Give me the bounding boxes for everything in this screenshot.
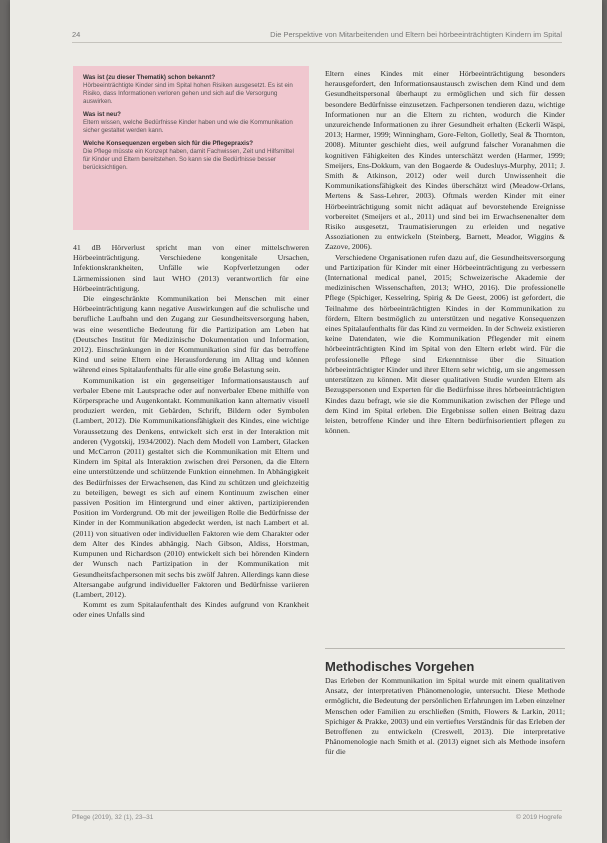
- box-answer: Die Pflege müsste ein Konzept haben, damit Fachwissen, Zeit und Hilfsmittel für Kinder und Eltern bereitstehen. So kann sie die Bedürfnisse besser berücksichtigen.: [83, 148, 294, 171]
- running-header: [72, 30, 562, 43]
- section-heading: Methodisches Vorgehen: [325, 648, 565, 674]
- right-column-methods: [325, 676, 565, 758]
- footer-copyright: © 2019 Hogrefe: [516, 814, 562, 821]
- page-number: 24: [72, 30, 81, 39]
- paragraph: Die eingeschränkte Kommunikation bei Menschen mit einer Hörbeeinträchtigung kann negative Auswirkungen auf die schulische und berufliche Laufbahn und den Zugang zur Gesundheitsversorgung haben, was eine wesentliche Bedeutung für die Partizipation am Leben hat (Deutsches Institut für Medizinische Dokumentation und Information, 2012). Einschränkungen in der Kommunikation sind für das betroffene Kind und seine Eltern eine Herausforderung im Alltag und können während eines Spitalaufenthalts für alle eine große Belastung sein.: [73, 294, 309, 375]
- document-page: [10, 0, 602, 843]
- paragraph: Eltern eines Kindes mit einer Hörbeeinträchtigung besonders herausgefordert, den Informationsaustausch zwischen dem Kind und dem Gesundheitspersonal überhaupt zu ermöglichen und sich für dessen besondere Bedürfnisse einzusetzen. Fachpersonen tendieren dazu, wichtige Informationen nur an die Eltern zu richten, wodurch die Kinder unzureichende Informationen zu ihrer Gesundheit erhalten (Eckerli Wäspi, 2013; Harmer, 1999; Winningham, Gore-Felton, Golletly, Seal & Thornton, 2008). Mitunter geschieht dies, weil aufgrund falscher Voranahmen die kognitiven Fähigkeiten des Kindes unterschätzt werden (Harmer, 1999; Smeijers, Ens-Dokkum, van den Bogaerde & Oudesluys-Murphy, 2011; J. Smith & Atkinson, 2012) oder weil durch Unwissenheit die Kommunikationsfähigkeit des Kindes überschätzt wird (Meadow-Orlans, Mertens & Sass-Lehrer, 2003). Oftmals werden Kinder mit einer Hörbeeinträchtigung somit nicht adäquat auf bevorstehende Ereignisse vorbereitet (Smeijers et al., 2011) und sind bei im Erwachsenenalter dem Risiko ausgesetzt, Traumatisierungen zu erleiden und negative Assoziationen zu entwickeln (Steinberg, Barnett, Meador, Wiggins & Zazove, 2006).: [325, 69, 565, 252]
- left-column: [73, 243, 309, 621]
- box-question: Welche Konsequenzen ergeben sich für die Pflegepraxis?: [83, 140, 254, 147]
- box-answer: Eltern wissen, welche Bedürfnisse Kinder haben und wie die Kommunikation sicher gestaltet werden kann.: [83, 119, 293, 134]
- paragraph: Das Erleben der Kommunikation im Spital wurde mit einem qualitativen Ansatz, der interpretativen Phänomenologie, untersucht. Diese Methode ermöglicht, die Bedeutung der persönlichen Erfahrungen im Leben einzelner Menschen oder Familien zu erschließen (Smith, Flowers & Larkin, 2011; Spichiger & Prakke, 2003) und ein vertieftes Verständnis für das Erleben der Betroffenen zu entwickeln (Creswell, 2013). Die interpretative Phänomenologie nach Smith et al. (2013) eignet sich als Methode insofern für die: [325, 676, 565, 757]
- key-points-box: [73, 66, 309, 230]
- right-column: [325, 69, 565, 436]
- box-question: Was ist (zu dieser Thematik) schon bekannt?: [83, 74, 216, 81]
- paragraph: 41 dB Hörverlust spricht man von einer mittelschweren Hörbeeinträchtigung. Verschiedene kongenitale Ursachen, Infektionskrankheiten, Unfälle wie Kopfverletzungen oder Lärmemissionen sind laut WHO (2013) verantwortlich für eine Hörbeeinträchtigung.: [73, 243, 309, 293]
- box-answer: Hörbeeinträchtigte Kinder sind im Spital hohen Risiken ausgesetzt. Es ist ein Risiko, dass Informationen verloren gehen und sich auf die Versorgung auswirken.: [83, 82, 293, 105]
- box-question: Was ist neu?: [83, 111, 121, 118]
- footer-citation: Pflege (2019), 32 (1), 23–31: [72, 814, 154, 821]
- paragraph: Kommunikation ist ein gegenseitiger Informationsaustausch auf verbaler Ebene mit Lautsprache oder auf nonverbaler Ebene mithilfe von Körpersprache und Augenkontakt. Kommunikation kann alternativ visuell produziert werden, mit Gebärden, Schrift, Bildern oder Symbolen (Lambert, 2012). Die Kommunikationsfähigkeit des Kindes, eine wichtige Voraussetzung des Denkens, entwickelt sich erst in der Interaktion mit anderen (Vygotskij, 1934/2002). Nach dem Modell von Lambert, Glacken und McCarron (2011) gestaltet sich die Kommunikation mit Eltern und Kindern im Spital als Interaktion zwischen drei Personen, da die Eltern eine unterstützende und schützende Funktion einnehmen. In Abhängigkeit des Bedürfnisses der Erwachsenen, das Kind zu schützen und gleichzeitig zu beteiligen, bewegt es sich auf einem Kontinuum zwischen einer passiven Position im Hintergrund und einer aktiven, partizipierenden Position im Vordergrund. Ob mit der jeweiligen Rolle die Bedürfnisse der Kinder in der Kommunikation abgedeckt werden, ist nach Lambert et al. (2011) von situativen oder individuellen Faktoren wie dem Charakter oder dem Alter des Kindes abhängig. Nach Gibson, Aldiss, Horstman, Kumpunen und Richardson (2010) entwickelt sich bei hörenden Kindern der Wunsch nach Partizipation in der Kommunikation mit Gesundheitsfachpersonen mit sechs bis zwölf Jahren. Allerdings kann diese Altersangabe aufgrund individueller Faktoren und Bedürfnisse variieren (Lambert, 2012).: [73, 375, 309, 599]
- paragraph: Verschiedene Organisationen rufen dazu auf, die Gesundheitsversorgung und Partizipation für Kinder mit einer Hörbeeinträchtigung zu verbessern (International medical panel, 2015; Schweizerische Akademie der medizinischen Wissenschaften, 2013; WHO, 2016). Die professionelle Pflege (Spichiger, Kesselring, Spirig & De Geest, 2006) ist gefordert, die Teilnahme des hörbeeinträchtigten Kindes in der Kommunikation zu fördern, Eltern bestmöglich zu unterstützen und negative Konsequenzen eines Spitalaufenthalts für das Kind zu vermeiden. In der Schweiz existieren keine Datendaten, wie die Kommunikation Pflegender mit einem hörbeeinträchtigten Kind im Spital von den Eltern erlebt wird. Für die professionelle Pflege sind Erkenntnisse über die Situation hörbeeinträchtigter Kinder und ihrer Eltern sehr wichtig, um sie angemessen unterstützen zu können. Mit dieser qualitativen Studie wurden Eltern als Bezugspersonen und Experten für die Bedürfnisse ihres hörbeeinträchtigten Kindes dazu befragt, wie sie die Kommunikation zwischen der Pflege und dem Kind im Spital erleben. Die Ergebnisse sollen einen Beitrag dazu leisten, betroffene Kinder und ihre Eltern bedürfnisorientiert pflegen zu können.: [325, 252, 565, 436]
- running-title: Die Perspektive von Mitarbeitenden und Eltern bei hörbeeinträchtigten Kindern im Spital: [270, 30, 562, 39]
- page-footer: [72, 810, 562, 824]
- paragraph: Kommt es zum Spitalaufenthalt des Kindes aufgrund von Krankheit oder eines Unfalls sind: [73, 600, 309, 620]
